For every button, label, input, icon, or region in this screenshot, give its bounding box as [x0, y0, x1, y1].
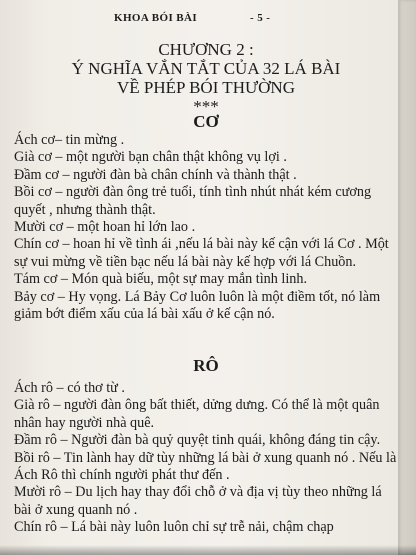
entry-queen-hearts: Đầm cơ – người đàn bà chân chính và thành thật .: [14, 166, 297, 183]
page-bottom-shadow: [0, 545, 416, 555]
entry-jack-hearts: Bồi cơ – người đàn ông trẻ tuổi, tính tình nhút nhát kém cương quyết , nhưng thành thật.: [14, 184, 372, 218]
chapter-number: CHƯƠNG 2 :: [158, 40, 254, 59]
entry-nine-hearts: Chín cơ – hoan hỉ về tình ái ,nếu lá bài này kế cận với lá Cơ . Một sự vui mừng về tiền bạc nếu lá bài này kế hợp với lá Chuồn.: [14, 236, 389, 270]
section-heading-co: CƠ: [193, 112, 219, 131]
page-number: - 5 -: [250, 12, 271, 24]
entry-ten-hearts: Mười cơ – một hoan hỉ lớn lao .: [14, 219, 196, 236]
entry-ace-diamonds: Ách rô – có thơ từ .: [14, 380, 125, 396]
entry-jack-diamonds: Bồi rô – Tin lành hay dữ tùy những lá bài ở xung quanh nó . Nếu là Ách Rô thì chính người phát thư đến .: [14, 449, 397, 484]
entry-queen-diamonds: Đầm rô – Người đàn bà quỷ quyệt tinh quái, không đáng tin cậy.: [14, 432, 381, 449]
chapter-title-line-1: Ý NGHĨA VẮN TẮT CỦA 32 LÁ BÀI: [71, 59, 341, 78]
running-header: [14, 12, 398, 26]
entry-king-hearts: Già cơ – một người bạn chân thật không vụ lợi .: [14, 149, 287, 166]
chapter-heading: [14, 40, 398, 116]
chapter-title-line-2: VỀ PHÉP BÓI THƯỜNG: [116, 78, 295, 97]
section-heading-ro: RÔ: [193, 356, 219, 375]
book-title: KHOA BÓI BÀI: [114, 12, 198, 24]
entry-ace-hearts: Ách cơ– tin mừng .: [14, 132, 125, 148]
adjacent-page-edge: [398, 0, 416, 555]
entry-nine-diamonds: Chín rô – Lá bài này luôn luôn chỉ sự trễ nải, chậm chạp: [14, 519, 334, 536]
entry-king-diamonds: Già rô – người đàn ông bất thiết, dửng dưng. Có thể là một quân nhân hay người nhà quê.: [14, 397, 380, 431]
entry-seven-hearts: Bảy cơ – Hy vọng. Lá Bảy Cơ luôn luôn là một điềm tốt, nó làm giảm bớt điểm xấu của lá bài xấu ở kế cận nó.: [14, 288, 381, 323]
section-entries-co: [14, 132, 398, 323]
section-entries-ro: [14, 380, 398, 537]
entry-ten-diamonds: Mười rô – Du lịch hay thay đổi chỗ ở và địa vị tùy theo những lá bài ở xung quanh nó .: [14, 484, 382, 518]
chapter-ornament: ***: [193, 97, 219, 116]
entry-eight-hearts: Tám cơ – Món quà biếu, một sự may mắn tình linh.: [14, 271, 307, 288]
